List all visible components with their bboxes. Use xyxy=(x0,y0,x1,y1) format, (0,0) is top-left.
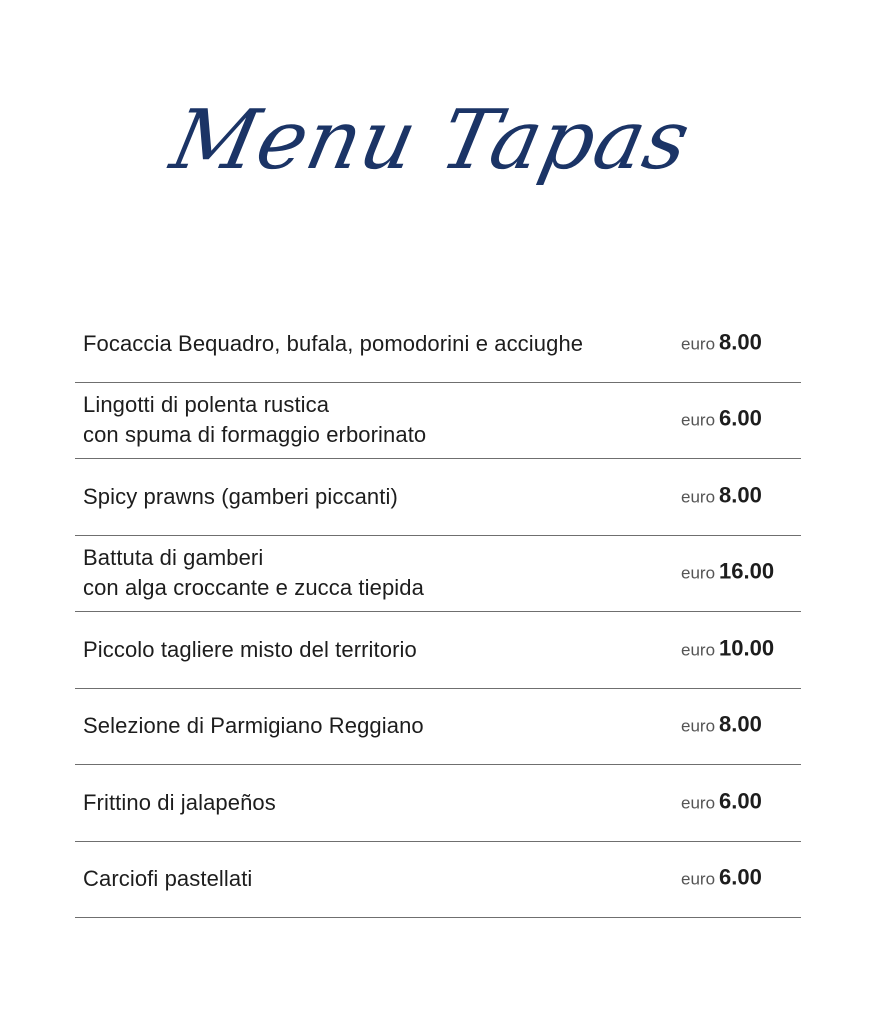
menu-item xyxy=(75,383,801,460)
menu-item-name xyxy=(83,864,663,894)
menu-item xyxy=(75,842,801,919)
menu-item-name xyxy=(83,390,663,450)
menu-item-name-line: con alga croccante e zucca tiepida xyxy=(83,575,424,601)
price-amount: 8.00 xyxy=(719,711,762,737)
menu-item-name-line: con spuma di formaggio erborinato xyxy=(83,422,427,448)
price-currency: euro xyxy=(681,716,716,736)
price-amount: 8.00 xyxy=(719,329,762,355)
menu-item-name-line: Lingotti di polenta rustica xyxy=(83,392,330,418)
menu-item-name-line: Battuta di gamberi xyxy=(83,545,264,571)
menu-title-text: Menu Tapas xyxy=(163,91,699,188)
menu-item-name-line: Focaccia Bequadro, bufala, pomodorini e acciughe xyxy=(83,330,584,356)
price-currency: euro xyxy=(681,334,716,354)
price-amount: 6.00 xyxy=(719,788,762,814)
price-currency: euro xyxy=(681,487,716,507)
price-currency: euro xyxy=(681,410,716,430)
price-currency: euro xyxy=(681,640,716,660)
menu-item-name-line: Frittino di jalapeños xyxy=(83,789,276,815)
price-amount: 16.00 xyxy=(719,558,775,584)
menu-item-price xyxy=(681,786,762,819)
menu-item xyxy=(75,306,801,383)
tapas-menu-list xyxy=(75,306,801,918)
menu-item-name xyxy=(83,788,663,818)
menu-item-name xyxy=(83,543,663,603)
menu-item xyxy=(75,612,801,689)
menu-item-price xyxy=(681,327,762,360)
price-currency: euro xyxy=(681,563,716,583)
menu-item-price xyxy=(681,710,762,743)
menu-title xyxy=(163,60,699,210)
menu-item-price xyxy=(681,404,762,437)
menu-item-name-line: Selezione di Parmigiano Reggiano xyxy=(83,713,424,739)
menu-item xyxy=(75,765,801,842)
menu-item xyxy=(75,536,801,613)
menu-item-name xyxy=(83,711,663,741)
menu-item xyxy=(75,459,801,536)
menu-item-name-line: Piccolo tagliere misto del territorio xyxy=(83,636,417,662)
menu-item-name-line: Spicy prawns (gamberi piccanti) xyxy=(83,483,398,509)
menu-item-name xyxy=(83,635,663,665)
menu-item-name xyxy=(83,482,663,512)
price-amount: 6.00 xyxy=(719,405,762,431)
price-currency: euro xyxy=(681,869,716,889)
price-amount: 8.00 xyxy=(719,482,762,508)
menu-item-price xyxy=(681,863,762,896)
price-amount: 10.00 xyxy=(719,635,775,661)
menu-title-script xyxy=(163,60,699,210)
menu-item-price xyxy=(681,480,762,513)
menu-item-price xyxy=(681,557,774,590)
menu-item xyxy=(75,689,801,766)
menu-item-name xyxy=(83,329,663,359)
menu-item-price xyxy=(681,633,774,666)
price-amount: 6.00 xyxy=(719,864,762,890)
price-currency: euro xyxy=(681,793,716,813)
menu-item-name-line: Carciofi pastellati xyxy=(83,866,253,892)
